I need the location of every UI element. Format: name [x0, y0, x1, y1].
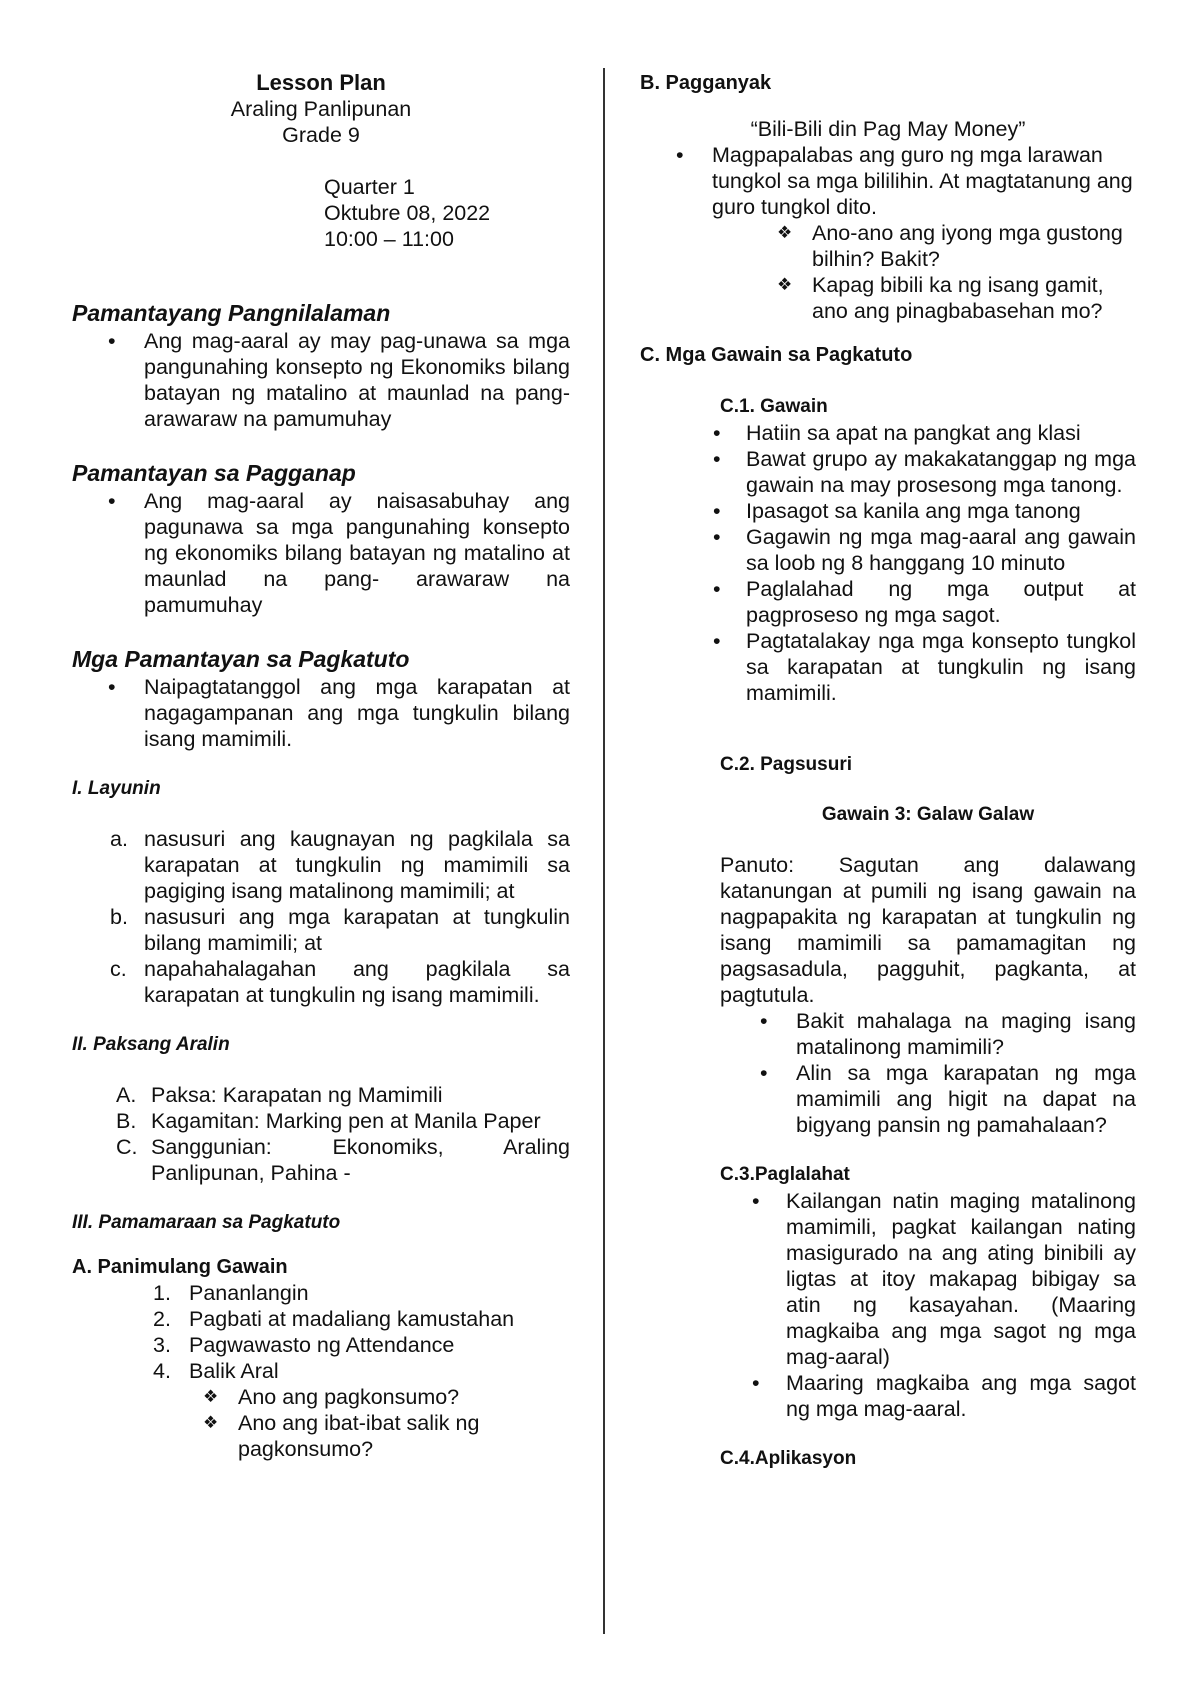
- paksang-aralin-list: [72, 1082, 570, 1186]
- pagganap-heading: Pamantayan sa Pagganap: [72, 460, 356, 486]
- subject-line: Araling Panlipunan: [230, 97, 412, 121]
- panuto-text: Panuto: Sagutan ang dalawang katanungan at pumili ng isang gawain na nagpapakita ng karapatan at tungkulin ng isang mamimili sa pamamagitan ng pagsasadula, pagguhit, pagkanta, at pagtutula.: [720, 853, 1136, 1007]
- layunin-heading: I. Layunin: [72, 778, 161, 799]
- c3-heading: C.3.Paglalahat: [720, 1164, 850, 1185]
- list-item: • Ang mag-aaral ay naisasabuhay ang pagunawa sa mga pangunahing konsepto ng ekonomiks bilang batayan ng matalino at maunlad na pang- arawaraw na pamumuhay: [72, 488, 570, 618]
- pagganyak-list: [640, 142, 1136, 220]
- pagganyak-questions: [640, 220, 1136, 324]
- c3-list: [720, 1188, 1136, 1422]
- list-item: 3. Pagwawasto ng Attendance: [153, 1333, 455, 1357]
- column-divider: [603, 68, 605, 1634]
- c2-list: [720, 1008, 1136, 1138]
- list-item: • Magpapalabas ang guro ng mga larawan tungkol sa mga bililihin. At magtatanung ang guro tungkol dito.: [640, 142, 1136, 220]
- list-item: • Maaring magkaiba ang mga sagot ng mga mag-aaral.: [720, 1370, 1136, 1422]
- gawain-pagkatuto-heading: C. Mga Gawain sa Pagkatuto: [640, 344, 913, 366]
- list-item: a. nasusuri ang kaugnayan ng pagkilala sa karapatan at tungkulin ng mamimili sa pagiging isang matalinong mamimili; at: [110, 827, 570, 903]
- c1-heading: C.1. Gawain: [720, 396, 828, 417]
- list-item: • Bawat grupo ay makakatanggap ng mga gawain na may prosesong mga tanong.: [640, 446, 1136, 498]
- list-item: 2. Pagbati at madaliang kamustahan: [153, 1307, 515, 1331]
- date-line: Oktubre 08, 2022: [324, 201, 491, 225]
- balik-aral-questions: [72, 1384, 570, 1462]
- list-item: c. napahahalagahan ang pagkilala sa karapatan at tungkulin ng isang mamimili.: [110, 957, 570, 1007]
- c2-heading: C.2. Pagsusuri: [720, 754, 852, 775]
- list-item: ❖ Ano-ano ang iyong mga gustong bilhin? Bakit?: [640, 220, 1136, 272]
- left-column: [72, 70, 570, 1462]
- list-item: • Naipagtatanggol ang mga karapatan at nagagampanan ang mga tungkulin bilang isang mamimili.: [72, 674, 570, 752]
- list-item: • Pagtatalakay nga mga konsepto tungkol sa karapatan at tungkulin ng isang mamimili.: [640, 628, 1136, 706]
- quarter-line: Quarter 1: [324, 175, 415, 199]
- list-item: 1. Pananlangin: [153, 1281, 309, 1305]
- list-item: ❖ Ano ang ibat-ibat salik ng pagkonsumo?: [72, 1410, 498, 1462]
- list-item: • Paglalahad ng mga output at pagproseso ng mga sagot.: [640, 576, 1136, 628]
- list-item: ❖ Kapag bibili ka ng isang gamit, ano ang pinagbabasehan mo?: [640, 272, 1136, 324]
- pagganyak-quote: “Bili-Bili din Pag May Money”: [750, 117, 1026, 141]
- pagkatuto-heading: Mga Pamantayan sa Pagkatuto: [72, 646, 410, 672]
- layunin-list: [72, 826, 570, 1008]
- list-item: C. Sanggunian: Ekonomiks, Araling Panlipunan, Pahina -: [116, 1135, 570, 1185]
- schedule-block: [324, 174, 570, 252]
- pagganyak-heading: B. Pagganyak: [640, 72, 772, 94]
- c4-heading: C.4.Aplikasyon: [720, 1448, 857, 1469]
- list-item: 4. Balik Aral: [153, 1359, 279, 1383]
- pangnilalaman-heading: Pamantayang Pangnilalaman: [72, 300, 391, 326]
- list-item: ❖ Ano ang pagkonsumo?: [72, 1384, 570, 1410]
- list-item: • Kailangan natin maging matalinong mamimili, pagkat kailangan nating masigurado na ang ating binibili ay ligtas at itoy makapag bibigay sa atin ng kasayahan. (Maaring magkaiba ang mga sagot ng mga mag-aaral): [720, 1188, 1136, 1370]
- list-item: A. Paksa: Karapatan ng Mamimili: [116, 1083, 443, 1107]
- pangnilalaman-list: [72, 328, 570, 432]
- c1-list: [640, 420, 1136, 706]
- list-item: • Ipasagot sa kanila ang mga tanong: [640, 498, 1136, 524]
- panimula-heading: A. Panimulang Gawain: [72, 1256, 288, 1278]
- pagkatuto-list: [72, 674, 570, 752]
- gawain-title: Gawain 3: Galaw Galaw: [821, 804, 1035, 825]
- document-title: Lesson Plan: [256, 70, 386, 95]
- list-item: • Gagawin ng mga mag-aaral ang gawain sa loob ng 8 hanggang 10 minuto: [640, 524, 1136, 576]
- list-item: b. nasusuri ang mga karapatan at tungkulin bilang mamimili; at: [110, 905, 570, 955]
- time-line: 10:00 – 11:00: [324, 227, 454, 251]
- list-item: • Ang mag-aaral ay may pag-unawa sa mga pangunahing konsepto ng Ekonomiks bilang batayan ng matalino at maunlad na pang-arawaraw na pamumuhay: [72, 328, 570, 432]
- list-item: • Bakit mahalaga na maging isang matalinong mamimili?: [720, 1008, 1136, 1060]
- list-item: • Alin sa mga karapatan ng mga mamimili ang higit na dapat na bigyang pansin ng pamahalaan?: [720, 1060, 1136, 1138]
- panimula-list: [72, 1280, 570, 1384]
- list-item: B. Kagamitan: Marking pen at Manila Paper: [116, 1109, 541, 1133]
- grade-line: Grade 9: [282, 123, 360, 147]
- pamamaraan-heading: III. Pamamaraan sa Pagkatuto: [72, 1212, 341, 1233]
- pagganap-list: [72, 488, 570, 618]
- paksang-aralin-heading: II. Paksang Aralin: [72, 1034, 230, 1055]
- right-column: [640, 70, 1136, 1472]
- list-item: • Hatiin sa apat na pangkat ang klasi: [640, 420, 1136, 446]
